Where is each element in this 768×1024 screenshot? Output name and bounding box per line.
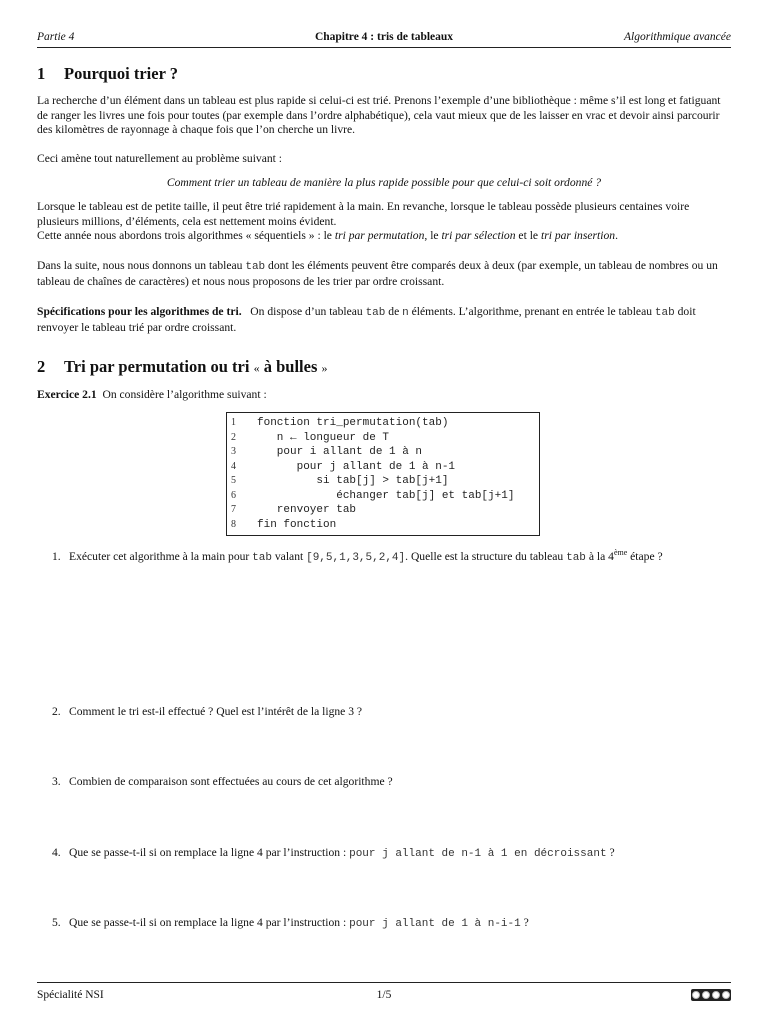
code-line xyxy=(231,474,539,489)
code-text: n ← longueur de T xyxy=(257,431,390,444)
line-number: 4 xyxy=(231,460,236,472)
header-course: Algorithmique avancée xyxy=(624,31,731,43)
section-2-heading xyxy=(37,357,328,377)
footer-subject: Spécialité NSI xyxy=(37,989,104,1001)
code-text: pour j allant de 1 à n-1 xyxy=(257,460,456,473)
code-tab: tab xyxy=(245,261,266,273)
creative-commons-icon xyxy=(691,989,731,1001)
section-1-heading xyxy=(37,64,178,84)
question-text: à la 4 xyxy=(585,549,614,563)
question-number: 5. xyxy=(52,916,61,929)
code-line xyxy=(231,503,539,518)
line-number: 2 xyxy=(231,431,236,443)
header-part: Partie 4 xyxy=(37,31,75,43)
section-1-paragraph-1: La recherche d’un élément dans un tableau est plus rapide si celui-ci est trié. Prenons l’exemple d’une bibliothèque : même s’il est long et fatiguant de ranger les livres une fois pour toutes (par exemple dans l’ordre alphabétique), cela vaut mieux que de les laisser en vrac et devoir ainsi parcourir des kilomètres de rayonnage à chaque fois que l’on cherche un livre. xyxy=(37,94,721,137)
question-5 xyxy=(52,916,732,930)
spec-text-d: doit renvoyer le tableau trié par ordre croissant. xyxy=(37,305,696,334)
code-tab: tab xyxy=(566,551,586,564)
line-number: 1 xyxy=(231,417,236,428)
code-line xyxy=(231,431,539,446)
question-text: ? xyxy=(520,916,529,929)
code-line xyxy=(231,518,539,533)
code-text: renvoyer tab xyxy=(257,504,357,516)
central-question: Comment trier un tableau de manière la plus rapide possible pour que celui-ci soit ordonné ? xyxy=(166,176,602,189)
exercise-label: Exercice 2.1 xyxy=(37,388,97,401)
code-text: pour i allant de 1 à n xyxy=(257,446,423,458)
algo-insertion: tri par insertion xyxy=(540,229,616,243)
code-text: fonction tri_permutation(tab) xyxy=(257,417,449,429)
line-number: 8 xyxy=(231,518,236,530)
question-text: Que se passe-t-il si on remplace la ligne 4 par l’instruction : xyxy=(69,916,350,929)
code-text: fin fonction xyxy=(257,518,337,531)
header-chapter: Chapitre 4 : tris de tableaux xyxy=(314,31,454,43)
line-number: 6 xyxy=(231,489,236,501)
section-2-title-b: à bulles xyxy=(259,357,322,376)
code-n: n xyxy=(402,307,409,319)
code-array: [9,5,1,3,5,2,4] xyxy=(306,551,406,564)
algo-permutation: tri par permutation xyxy=(334,229,425,243)
question-text: Que se passe-t-il si on remplace la ligne 4 par l’instruction : xyxy=(69,846,350,859)
page-header xyxy=(37,31,731,47)
question-1 xyxy=(52,548,732,564)
section-2-title-a: Tri par permutation ou tri xyxy=(64,357,254,376)
spec-text-a: On dispose d’un tableau xyxy=(241,305,366,318)
section-1-number: 1 xyxy=(37,64,46,83)
spec-text-b: de xyxy=(385,305,403,318)
code-text: si tab[j] > tab[j+1] xyxy=(257,475,449,487)
code-line xyxy=(231,416,539,431)
paragraph-3-text-a: Cette année nous abordons trois algorithmes « séquentiels » : le xyxy=(37,229,335,243)
line-number: 3 xyxy=(231,446,236,457)
algorithm-listing xyxy=(226,412,540,536)
line-number: 5 xyxy=(231,475,236,486)
question-number: 1. xyxy=(52,549,61,563)
paragraph-3-text-c: et le xyxy=(515,229,541,243)
question-text: valant xyxy=(271,549,307,563)
paragraph-3-text-d: . xyxy=(615,229,618,243)
algo-selection: tri par sélection xyxy=(441,229,516,243)
superscript: ème xyxy=(613,548,628,557)
question-number: 3. xyxy=(52,775,61,788)
code-tab: tab xyxy=(365,307,386,319)
code-tab: tab xyxy=(654,307,675,319)
by-circle-icon xyxy=(702,991,710,999)
spec-text-c: éléments. L’algorithme, prenant en entrée le tableau xyxy=(408,305,655,318)
question-text: Combien de comparaison sont effectuées au cours de cet algorithme ? xyxy=(69,775,393,788)
code-text: échanger tab[j] et tab[j+1] xyxy=(257,489,515,502)
paragraph-4-text-a: Dans la suite, nous nous donnons un tableau xyxy=(37,259,246,272)
code-tab: tab xyxy=(252,551,272,564)
open-guillemet: « xyxy=(253,361,260,375)
header-rule xyxy=(37,47,731,48)
question-number: 4. xyxy=(52,846,61,859)
page-footer xyxy=(37,989,731,1005)
paragraph-4-text-b: dont les éléments peuvent être comparés deux à deux (par exemple, un tableau de nombres ou un tableau de chaînes de caractères) et nous nous proposons de les trier par ordre croissant. xyxy=(37,259,718,288)
line-number: 7 xyxy=(231,504,236,515)
code-instruction: pour j allant de 1 à n-i-1 xyxy=(349,918,521,930)
page-number: 1/5 xyxy=(376,989,392,1001)
question-number: 2. xyxy=(52,705,61,718)
exercise-2-1 xyxy=(37,388,731,403)
cc-circle-icon xyxy=(692,991,700,999)
code-line xyxy=(231,489,539,504)
code-instruction: pour j allant de n-1 à 1 en décroissant xyxy=(349,848,607,860)
specifications-paragraph xyxy=(37,305,731,335)
paragraph-3-line-1: Lorsque le tableau est de petite taille, il peut être trié rapidement à la main. En revanche, lorsque le tableau possède plusieurs centaines voire plusieurs millions, d’éléments, cela est nettement moins évident. xyxy=(37,200,690,228)
spec-title: Spécifications pour les algorithmes de tri. xyxy=(37,305,242,318)
section-1-title: Pourquoi trier ? xyxy=(64,64,178,83)
paragraph-3-text-b: , le xyxy=(424,229,442,243)
section-1-paragraph-3 xyxy=(37,200,731,244)
code-line xyxy=(231,445,539,460)
question-2 xyxy=(52,705,732,718)
section-2-number: 2 xyxy=(37,357,46,376)
question-text: Exécuter cet algorithme à la main pour xyxy=(69,549,253,563)
footer-rule xyxy=(37,982,731,983)
question-text: étape ? xyxy=(627,549,663,563)
exercise-text: On considère l’algorithme suivant : xyxy=(96,388,267,401)
question-text: . Quelle est la structure du tableau xyxy=(405,549,567,563)
question-text: Comment le tri est-il effectué ? Quel est l’intérêt de la ligne 3 ? xyxy=(69,705,363,718)
code-line xyxy=(231,460,539,475)
close-guillemet: » xyxy=(321,361,328,375)
sa-circle-icon xyxy=(722,991,730,999)
question-3 xyxy=(52,775,732,788)
section-1-paragraph-2: Ceci amène tout naturellement au problème suivant : xyxy=(37,152,282,165)
question-4 xyxy=(52,846,732,860)
question-text: ? xyxy=(606,846,615,859)
nc-circle-icon xyxy=(712,991,720,999)
section-1-paragraph-4 xyxy=(37,259,731,289)
